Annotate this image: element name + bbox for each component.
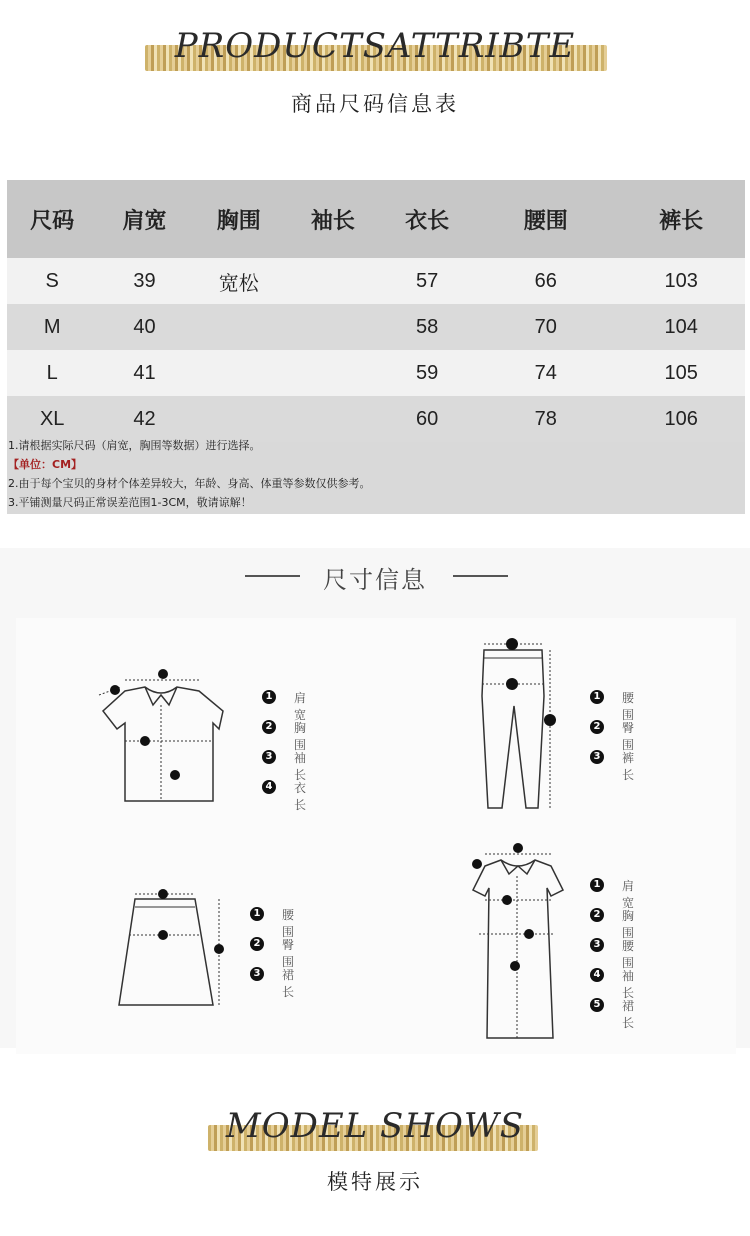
table-cell: 74 (474, 350, 617, 396)
table-cell: XL (7, 396, 97, 442)
model-shows-title-cn: 模特展示 (327, 1170, 423, 1194)
products-title-en: PRODUCTSATTRIBTE (174, 26, 576, 66)
number-badge: 2 (262, 720, 276, 734)
table-cell (192, 350, 286, 396)
number-badge: 1 (590, 690, 604, 704)
size-notes (7, 436, 746, 512)
table-cell: 60 (380, 396, 474, 442)
table-cell: 104 (617, 304, 745, 350)
number-badge: 3 (262, 750, 276, 764)
number-badge: 5 (590, 998, 604, 1012)
table-cell: L (7, 350, 97, 396)
table-cell: 103 (617, 258, 745, 304)
table-cell: 105 (617, 350, 745, 396)
legend-label: 胸围 (622, 909, 635, 940)
legend-label: 袖长 (294, 751, 307, 782)
table-cell: 66 (474, 258, 617, 304)
number-badge: 1 (590, 878, 604, 892)
number-badge: 1 (262, 690, 276, 704)
header-size: 尺码 (7, 180, 97, 258)
legend-label: 肩宽 (622, 879, 635, 910)
size-table (7, 180, 745, 442)
table-cell: 70 (474, 304, 617, 350)
number-badge: 3 (590, 750, 604, 764)
number-badge: 2 (250, 937, 264, 951)
header-shoulder: 肩宽 (97, 180, 191, 258)
number-badge: 2 (590, 720, 604, 734)
legend-label: 衣长 (294, 781, 307, 812)
legend-label: 裙长 (622, 999, 635, 1030)
header-waist: 腰围 (474, 180, 617, 258)
number-badge: 3 (250, 967, 264, 981)
table-cell: 59 (380, 350, 474, 396)
dress-illustration (465, 838, 565, 1042)
table-cell: 58 (380, 304, 474, 350)
legend-label: 臀围 (622, 721, 635, 752)
table-cell (286, 258, 380, 304)
header-pants-length: 裤长 (617, 180, 745, 258)
table-cell (286, 350, 380, 396)
header-bust: 胸围 (192, 180, 286, 258)
shirt-illustration (95, 665, 225, 807)
table-cell: 宽松 (192, 258, 286, 304)
number-badge: 2 (590, 908, 604, 922)
table-cell: S (7, 258, 97, 304)
legend-label: 肩宽 (294, 691, 307, 722)
number-badge: 4 (590, 968, 604, 982)
header-length: 衣长 (380, 180, 474, 258)
note-line-2: 2.由于每个宝贝的身材个体差异较大，年龄、身高、体重等参数仅供参考。 (8, 477, 371, 490)
number-badge: 3 (590, 938, 604, 952)
table-cell: 39 (97, 258, 191, 304)
table-row (7, 304, 745, 350)
table-cell: 42 (97, 396, 191, 442)
table-cell: M (7, 304, 97, 350)
note-line-1: 1.请根据实际尺码（肩宽，胸围等数据）进行选择。 (8, 439, 261, 452)
legend-label: 袖长 (622, 969, 635, 1000)
size-table-header-row (7, 180, 745, 258)
legend-label: 裤长 (622, 751, 635, 782)
legend-label: 腰围 (282, 908, 295, 939)
legend-label: 腰围 (622, 939, 635, 970)
table-cell: 57 (380, 258, 474, 304)
divider-right (453, 575, 508, 577)
legend-label: 裙长 (282, 968, 295, 999)
header-sleeve: 袖长 (286, 180, 380, 258)
table-cell: 106 (617, 396, 745, 442)
number-badge: 1 (250, 907, 264, 921)
pants-illustration (472, 636, 562, 814)
table-cell (192, 304, 286, 350)
number-badge: 4 (262, 780, 276, 794)
size-info-title: 尺寸信息 (323, 566, 427, 594)
table-row (7, 350, 745, 396)
products-title-cn: 商品尺码信息表 (291, 92, 459, 116)
note-unit: 【单位：CM】 (8, 458, 83, 471)
table-cell (286, 304, 380, 350)
legend-label: 臀围 (282, 938, 295, 969)
skirt-illustration (115, 885, 227, 1010)
table-cell: 78 (474, 396, 617, 442)
table-row (7, 258, 745, 304)
legend-label: 腰围 (622, 691, 635, 722)
legend-label: 胸围 (294, 721, 307, 752)
model-shows-title-en: MODEL SHOWS (225, 1106, 525, 1146)
table-cell: 41 (97, 350, 191, 396)
table-cell: 40 (97, 304, 191, 350)
note-line-3: 3.平铺测量尺码正常误差范围1-3CM，敬请谅解！ (8, 496, 252, 509)
